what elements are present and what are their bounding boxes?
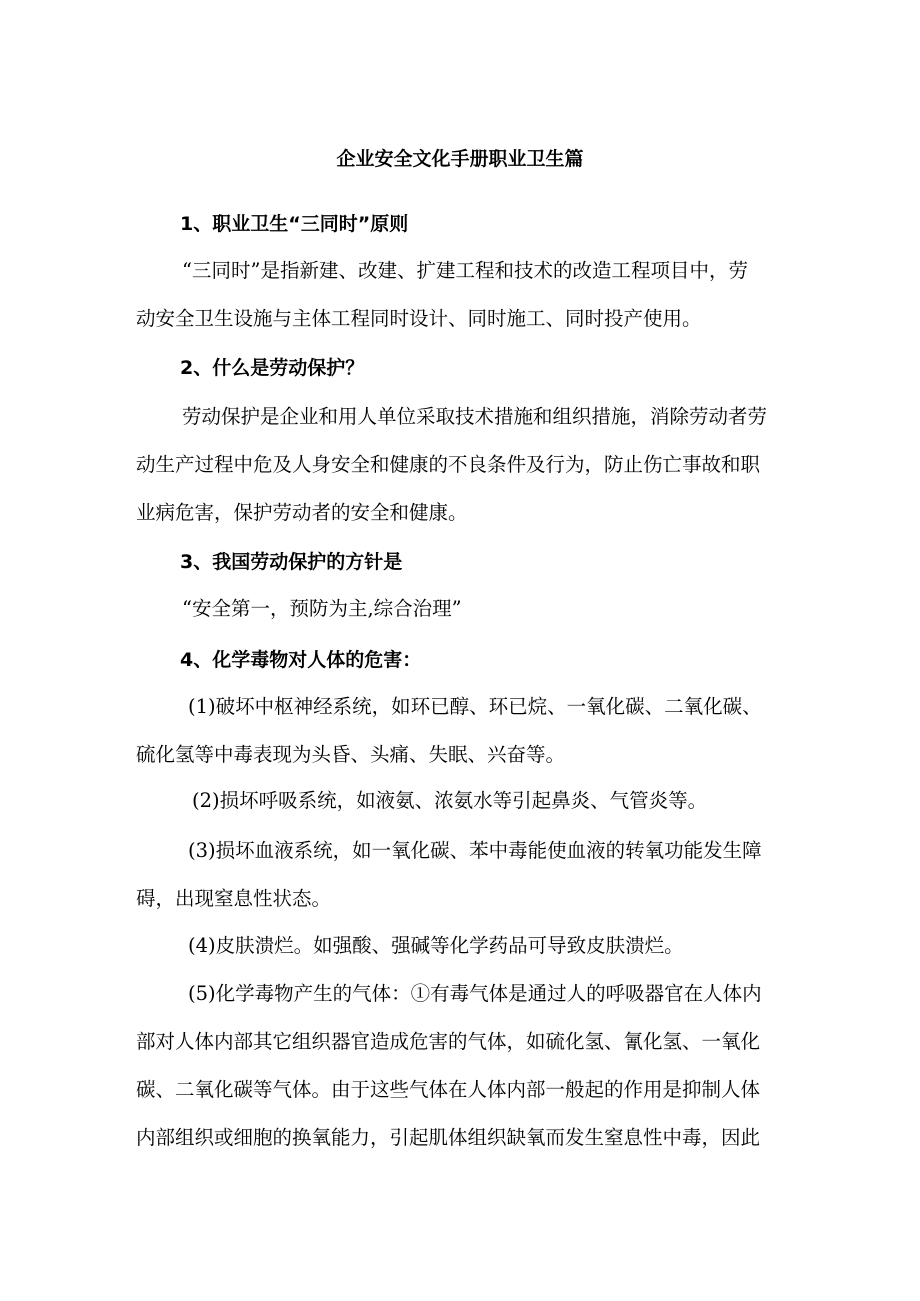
paragraph [136,247,786,343]
list-item [136,777,786,825]
text-line: “安全第一，预防为主,综合治理” [182,597,462,620]
list-item [136,683,786,779]
text-line: 劳动保护是企业和用人单位采取技术措施和组织措施，消除劳动者劳 [182,405,768,428]
section-heading: 4、化学毒物对人体的危害： [180,649,422,671]
text-line: 部对人体内部其它组织器官造成危害的气体，如硫化氢、氰化氢、一氧化 [136,1030,761,1053]
text-line: “三同时”是指新建、改建、扩建工程和技术的改造工程项目中，劳 [182,259,748,282]
text-line: 业病危害，保护劳动者的安全和健康。 [136,501,468,524]
text-line: 碍，出现窒息性状态。 [136,887,332,910]
list-item [136,970,786,1162]
section-heading: 2、什么是劳动保护？ [180,357,365,379]
page-title: 企业安全文化手册职业卫生篇 [336,148,584,170]
text-line: 动生产过程中危及人身安全和健康的不良条件及行为，防止伤亡事故和职 [136,453,761,476]
text-line: 内部组织或细胞的换氧能力，引起肌体组织缺氧而发生窒息性中毒，因此 [136,1126,761,1149]
list-item [136,922,786,970]
text-line: (1)破坏中枢神经系统，如环已醇、环已烷、一氧化碳、二氧化碳、 [188,695,762,718]
text-line: (3)损坏血液系统，如一氧化碳、苯中毒能使血液的转氧功能发生障 [188,839,762,862]
list-item [136,827,786,923]
paragraph [136,585,786,633]
text-line: 硫化氢等中毒表现为头昏、头痛、失眠、兴奋等。 [136,743,566,766]
text-line: 动安全卫生设施与主体工程同时设计、同时施工、同时投产使用。 [136,307,702,330]
text-line: 碳、二氧化碳等气体。由于这些气体在人体内部一般起的作用是抑制人体 [136,1078,761,1101]
text-line: (5)化学毒物产生的气体：①有毒气体是通过人的呼吸器官在人体内 [188,982,762,1005]
text-line: (2)损坏呼吸系统，如液氨、浓氨水等引起鼻炎、气管炎等。 [192,789,708,812]
section-heading: 3、我国劳动保护的方针是 [180,551,403,573]
paragraph [136,393,786,537]
section-heading: 1、职业卫生“三同时”原则 [180,213,409,235]
text-line: (4)皮肤溃烂。如强酸、强碱等化学药品可导致皮肤溃烂。 [188,934,684,957]
